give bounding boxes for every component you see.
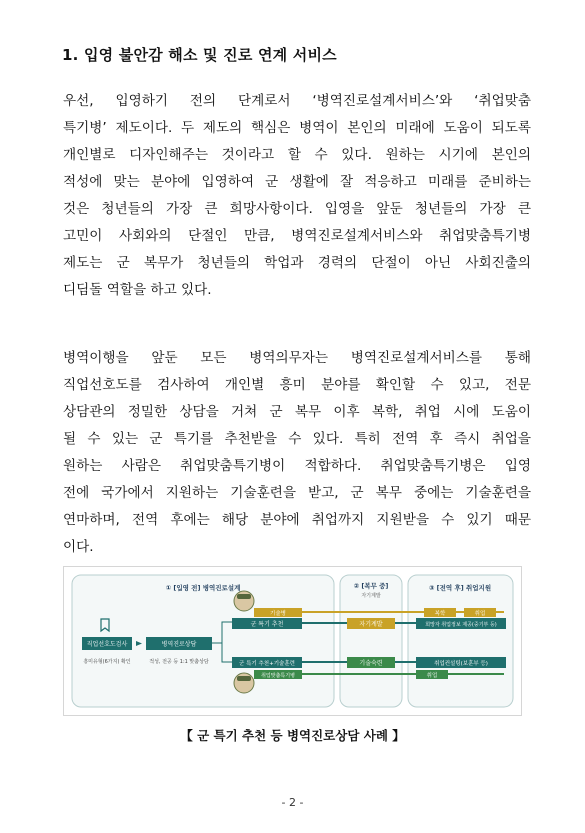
paragraph-line: 디딤돌 역할을 하고 있다. [63,282,212,298]
paragraph-1 [63,88,531,304]
paragraph-line: 직업선호도를 검사하여 개인별 흥미 분야를 확인할 수 있고, 전문 [63,377,531,393]
paragraph-line: 될 수 있는 군 특기를 추천받을 수 있다. 특히 전역 후 즉시 취업을 [63,431,531,447]
top-bar-1-label: 기술병 [270,611,286,617]
process-diagram [63,566,522,716]
right-bottom-bar-label: 취업 [426,673,438,679]
mid-bottom-label: 기술숙련 [359,660,383,667]
paragraph-line: 원하는 사람은 취업맞춤특기병이 적합하다. 취업맞춤특기병은 입영 [63,458,531,474]
process-diagram-svg [64,567,521,715]
paragraph-line: 상담관의 정밀한 상담을 거쳐 군 복무 이후 복학, 취업 시에 도움이 [63,404,531,420]
stage2-title: ② [복무 중] [353,582,389,590]
helmet-icon [237,676,251,681]
helmet-icon [237,594,251,599]
test-box-label: 직업선호도검사 [86,641,128,648]
paragraph-line: 전에 국가에서 지원하는 기술훈련을 받고, 군 복무 중에는 기술훈련을 [63,485,531,501]
paragraph-2 [63,345,531,561]
paragraph-line: 특기병’ 제도이다. 두 제도의 핵심은 병역이 본인의 미래에 도움이 되도록 [63,120,531,136]
counsel-box-label: 병역진로상담 [161,641,197,648]
paragraph-line: 것은 청년들의 가장 큰 희망사항이다. 입영을 앞둔 청년들의 가장 큰 [63,201,531,217]
bottom-bar-1-label: 군 특기 추천+기술훈련 [239,661,295,667]
section-heading: 1. 입영 불안감 해소 및 진로 연계 서비스 [62,46,337,64]
counsel-caption: 적성, 전공 등 1:1 맞춤상담 [149,659,209,665]
paragraph-line: 병역이행을 앞둔 모든 병역의무자는 병역진로설계서비스를 통해 [63,350,531,366]
right-bottom-box-label: 취업컨설팅(보훈부 등) [434,661,488,667]
figure-caption: 【 군 특기 추천 등 병역진로상담 사례 】 [180,728,405,743]
paragraph-line: 이다. [63,539,94,555]
stage1-title: ① [입영 전] 병역진로설계 [165,584,241,592]
bottom-bar-2-label: 취업맞춤특기병 [261,673,295,679]
right-top-a-label: 복학 [434,611,446,617]
stage3-title: ③ [전역 후] 취업지원 [428,584,492,592]
paragraph-line: 제도는 군 복무가 청년들의 학업과 경력의 단절이 아닌 사회진출의 [63,255,531,271]
paragraph-line: 연마하며, 전역 후에는 해당 분야에 취업까지 지원받을 수 있기 때문 [63,512,531,528]
page-number: - 2 - [281,796,304,809]
test-caption: 흥미유형(6가지) 확인 [83,659,131,665]
paragraph-line: 우선, 입영하기 전의 단계로서 ‘병역진로설계서비스’와 ‘취업맞춤 [63,93,531,109]
right-top-box-label: 희망자 취업정보 제공(중기부 등) [425,622,497,628]
paragraph-line: 개인별로 디자인해주는 것이라고 할 수 있다. 원하는 시기에 본인의 [63,147,531,163]
paragraph-line: 적성에 맞는 분야에 입영하여 군 생활에 잘 적응하고 미래를 준비하는 [63,174,531,190]
paragraph-line: 고민이 사회와의 단절인 만큼, 병역진로설계서비스와 취업맞춤특기병 [63,228,531,244]
mid-top-label: 자기계발 [359,621,383,628]
stage2-subtitle: 자기계발 [361,593,381,599]
top-bar-2-label: 군 특기 추천 [250,621,284,628]
stage3-container [408,575,513,707]
right-top-b-label: 취업 [474,611,486,617]
